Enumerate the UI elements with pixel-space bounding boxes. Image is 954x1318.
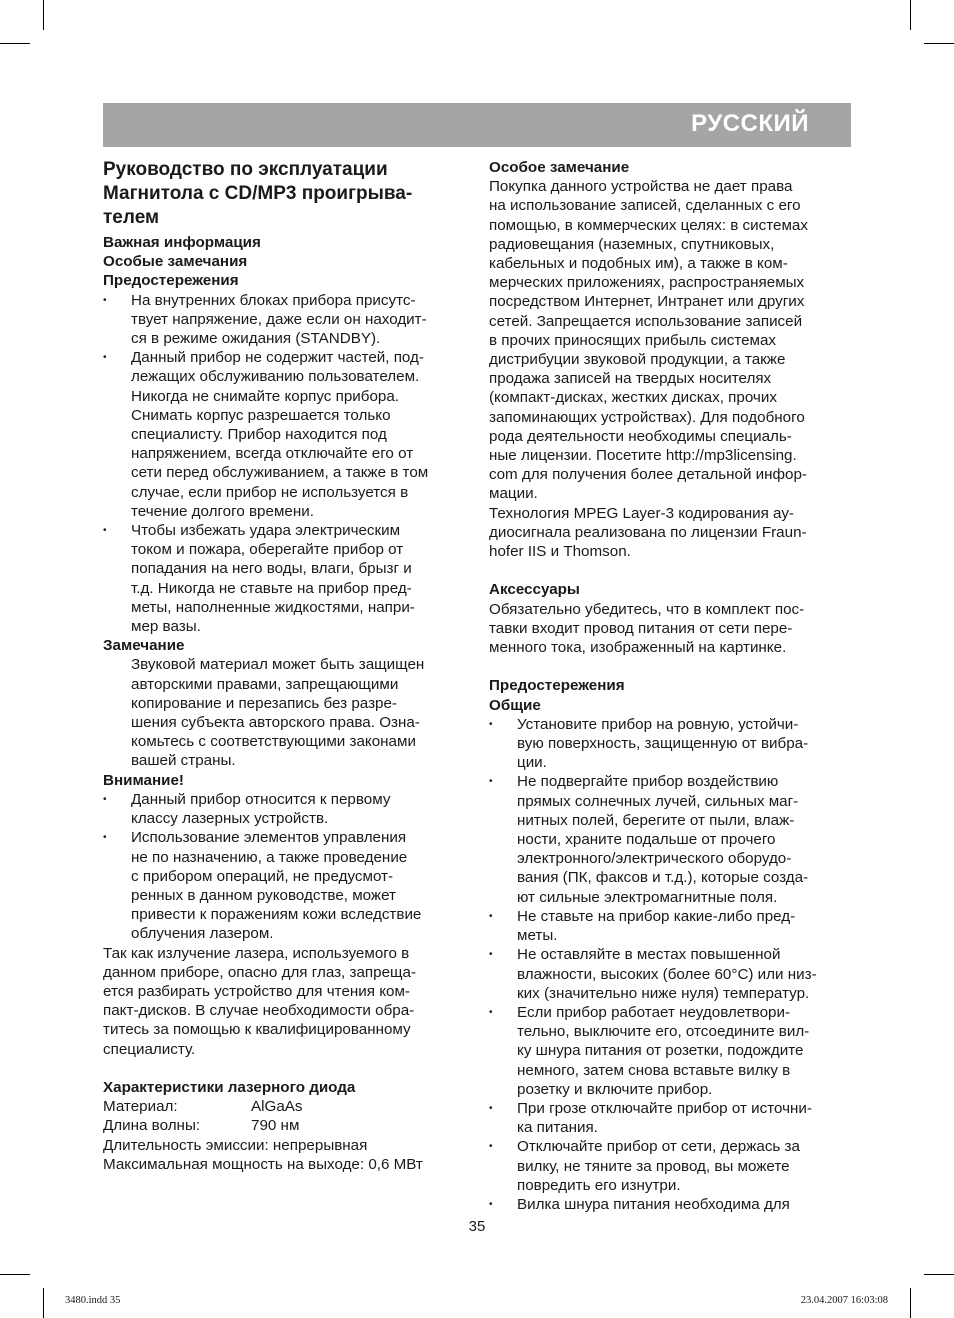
- crop-mark: [924, 43, 954, 44]
- text-line: ции.: [517, 754, 547, 772]
- text-line: Покупка данного устройства не дает права: [489, 178, 793, 196]
- spec-max-power: Максимальная мощность на выходе: 0,6 МВт: [103, 1155, 423, 1173]
- important-info-heading: Важная информация: [103, 234, 261, 251]
- crop-mark: [43, 0, 44, 30]
- left-column: [103, 158, 468, 1174]
- title-line: Руководство по эксплуатации: [103, 159, 388, 180]
- text-line: продажа записей на твердых носителях: [489, 370, 772, 388]
- text-line: менного тока, изображенный на картинке.: [489, 639, 787, 657]
- text-line: ности, храните подальше от прочего: [517, 831, 776, 849]
- text-line: ется разбирать устройство для чтения ком-: [103, 982, 410, 1000]
- text-line: твует напряжение, даже если он находит-: [131, 310, 427, 328]
- text-line: диосигнала реализована по лицензии Fraun-: [489, 523, 807, 541]
- text-line: облучения лазером.: [131, 925, 274, 943]
- text-line: немного, затем снова вставьте вилку в: [517, 1061, 791, 1079]
- page-number: 35: [468, 1218, 486, 1235]
- text-line: Так как излучение лазера, используемого в: [103, 944, 410, 962]
- spec-label: Материал:: [103, 1098, 178, 1116]
- text-line: Обязательно убедитесь, что в комплект пос-: [489, 600, 805, 618]
- list-item: [489, 1137, 854, 1195]
- text-line: радиовещания (наземных, спутниковых,: [489, 235, 775, 253]
- text-line: • Данный прибор не содержит частей, под-: [131, 349, 424, 367]
- special-note-heading: Особое замечание: [489, 159, 630, 176]
- list-item: [103, 348, 468, 521]
- text-line: с прибором операций, не предусмот-: [131, 867, 394, 885]
- text-line: данном приборе, опасно для глаз, запреща-: [103, 963, 417, 981]
- list-item: [103, 828, 468, 943]
- text-line: лежащих обслуживанию пользователем.: [131, 368, 420, 386]
- general-heading: Общие: [489, 696, 541, 714]
- footer-timestamp: 23.04.2007 16:03:08: [800, 1295, 888, 1306]
- note-heading: Замечание: [103, 637, 185, 655]
- attention-list: [103, 790, 468, 944]
- text-line: ные лицензии. Посетите http://mp3licensing.: [489, 447, 797, 465]
- text-line: вую поверхность, защищенную от вибра-: [517, 735, 809, 753]
- list-item: [489, 1099, 854, 1137]
- text-line: ка питания.: [517, 1119, 598, 1137]
- text-line: ют сильные электромагнитные поля.: [517, 888, 778, 906]
- note-paragraph: [103, 655, 468, 770]
- text-line: повредить его изнутри.: [517, 1176, 681, 1194]
- text-line: током и пожара, оберегайте прибор от: [131, 541, 404, 559]
- crop-mark: [910, 0, 911, 30]
- text-line: мер вазы.: [131, 618, 201, 636]
- text-line: • Данный прибор относится к первому: [131, 790, 391, 808]
- special-notes-heading: Особые замечания: [103, 253, 248, 271]
- text-line: • Не оставляйте в местах повышенной: [517, 946, 781, 964]
- text-line: запоминающих устройствах). Для подобного: [489, 408, 805, 426]
- text-line: помощью, в коммерческих целях: в системах: [489, 216, 808, 234]
- text-line: • Вилка шнура питания необходима для: [517, 1195, 790, 1213]
- text-line: привести к поражениям кожи вследствие: [131, 906, 422, 924]
- text-line: розетку и включите прибор.: [517, 1080, 713, 1098]
- title-line: телем: [103, 207, 160, 228]
- text-line: авторскими правами, запрещающими: [131, 675, 399, 693]
- text-line: Технология MPEG Layer-3 кодирования ау-: [489, 504, 794, 522]
- diode-heading: Характеристики лазерного диода: [103, 1078, 356, 1096]
- text-line: посредством Интернет, Интранет или других: [489, 293, 805, 311]
- text-line: шения субъекта авторского права. Озна-: [131, 714, 420, 732]
- text-line: влажности, высоких (более 60°С) или низ-: [517, 965, 817, 983]
- text-line: тавки входит провод питания от сети пере-: [489, 619, 793, 637]
- general-list: [489, 715, 854, 1214]
- text-line: вилку, не тяните за провод, вы можете: [517, 1157, 790, 1175]
- text-line: комьтесь с соответствующими законами: [131, 733, 416, 751]
- footer-file-info: 3480.indd 35: [65, 1295, 121, 1306]
- text-line: меты.: [517, 927, 558, 945]
- crop-mark: [0, 1274, 30, 1275]
- accessories-heading: Аксессуары: [489, 581, 580, 599]
- text-line: сети перед обслуживанием, а также в том: [131, 464, 429, 482]
- text-line: • Не ставьте на прибор какие-либо пред-: [517, 907, 796, 925]
- list-item: [103, 790, 468, 828]
- text-line: не по назначению, а также проведение: [131, 848, 408, 866]
- spec-label: Длина волны:: [103, 1117, 201, 1135]
- spec-value: 790 нм: [251, 1117, 300, 1135]
- language-banner: [103, 103, 851, 147]
- list-item: [489, 1195, 854, 1214]
- text-line: течение долгого времени.: [131, 502, 314, 520]
- text-line: вания (ПК, факсов и т.д.), которые созда-: [517, 869, 809, 887]
- text-line: т.д. Никогда не ставьте на прибор пред-: [131, 579, 412, 597]
- attention-heading: Внимание!: [103, 771, 184, 789]
- special-note-paragraph: [489, 177, 854, 561]
- text-line: • Отключайте прибор от сети, держась за: [517, 1138, 800, 1156]
- text-line: • При грозе отключайте прибор от источни-: [517, 1099, 812, 1117]
- list-item: [103, 291, 468, 349]
- crop-mark: [924, 1274, 954, 1275]
- text-line: специалисту. Прибор находится под: [131, 426, 387, 444]
- laser-paragraph: [103, 944, 468, 1059]
- text-line: • Если прибор работает неудовлетвори-: [517, 1003, 791, 1021]
- text-line: тельно, выключите его, отсоедините вил-: [517, 1023, 810, 1041]
- text-line: мерческих приложениях, распространяемых: [489, 274, 805, 292]
- right-column: [489, 158, 854, 1214]
- text-line: • Не подвергайте прибор воздействию: [517, 773, 779, 791]
- text-line: сетей. Запрещается использование записей: [489, 312, 803, 330]
- list-item: [489, 945, 854, 1003]
- text-line: • Установите прибор на ровную, устойчи-: [517, 715, 799, 733]
- crop-mark: [0, 43, 30, 44]
- list-item: [489, 1003, 854, 1099]
- text-line: кабельных и подобных им), а также в ком-: [489, 255, 788, 273]
- warnings-list: [103, 291, 468, 637]
- spec-emission: Длительность эмиссии: непрерывная: [103, 1136, 368, 1154]
- crop-mark: [43, 1288, 44, 1318]
- text-line: Снимать корпус разрешается только: [131, 406, 391, 424]
- text-line: ренных в данном руководстве, может: [131, 886, 396, 904]
- text-line: ку шнура питания от розетки, подождите: [517, 1042, 804, 1060]
- language-label: РУССКИЙ: [691, 110, 809, 137]
- text-line: случае, если прибор не используется в: [131, 483, 409, 501]
- text-line: вашей страны.: [131, 752, 236, 770]
- list-item: [489, 907, 854, 945]
- text-line: на использование записей, сделанных с его: [489, 197, 801, 215]
- text-line: пакт-дисков. В случае необходимости обра-: [103, 1002, 415, 1020]
- list-item: [489, 772, 854, 906]
- text-line: напряжением, всегда отключайте его от: [131, 445, 414, 463]
- text-line: Никогда не снимайте корпус прибора.: [131, 387, 400, 405]
- spec-row-wavelength: [103, 1116, 468, 1135]
- text-line: мации.: [489, 485, 538, 503]
- list-item: [103, 521, 468, 636]
- text-line: рода деятельности необходимы специаль-: [489, 427, 792, 445]
- title-line: Магнитола с CD/MP3 проигрыва-: [103, 183, 413, 204]
- text-line: специалисту.: [103, 1040, 196, 1058]
- text-line: нитных полей, берегите от пыли, влаж-: [517, 811, 795, 829]
- accessories-paragraph: [489, 600, 854, 658]
- text-line: com для получения более детальной инфор-: [489, 466, 807, 484]
- warnings-heading: Предостережения: [103, 272, 239, 290]
- spec-value: AlGaAs: [251, 1098, 303, 1116]
- text-line: электронного/электрического оборудо-: [517, 850, 792, 868]
- document-title: [103, 158, 468, 230]
- precautions-heading: Предостережения: [489, 677, 625, 695]
- spec-row-material: [103, 1097, 468, 1116]
- text-line: hofer IIS и Thomson.: [489, 543, 631, 561]
- list-item: [489, 715, 854, 773]
- text-line: прямых солнечных лучей, сильных маг-: [517, 792, 799, 810]
- text-line: в прочих приносящих прибыль системах: [489, 331, 777, 349]
- text-line: меты, наполненные жидкостями, напри-: [131, 598, 415, 616]
- text-line: ся в режиме ожидания (STANDBY).: [131, 330, 381, 348]
- text-line: ких (значительно ниже нуля) температур.: [517, 984, 810, 1002]
- text-line: копирование и перезапись без разре-: [131, 694, 397, 712]
- text-line: дистрибуции звуковой продукции, а также: [489, 351, 786, 369]
- crop-mark: [910, 1288, 911, 1318]
- text-line: • Использование элементов управления: [131, 829, 407, 847]
- text-line: • Чтобы избежать удара электрическим: [131, 522, 401, 540]
- text-line: попадания на него воды, влаги, брызг и: [131, 560, 412, 578]
- text-line: титесь за помощью к квалифицированному: [103, 1021, 411, 1039]
- text-line: • На внутренних блоках прибора присутс-: [131, 291, 416, 309]
- text-line: Звуковой материал может быть защищен: [131, 656, 425, 674]
- text-line: (компакт-дисках, жестких дисках, прочих: [489, 389, 777, 407]
- text-line: классу лазерных устройств.: [131, 810, 329, 828]
